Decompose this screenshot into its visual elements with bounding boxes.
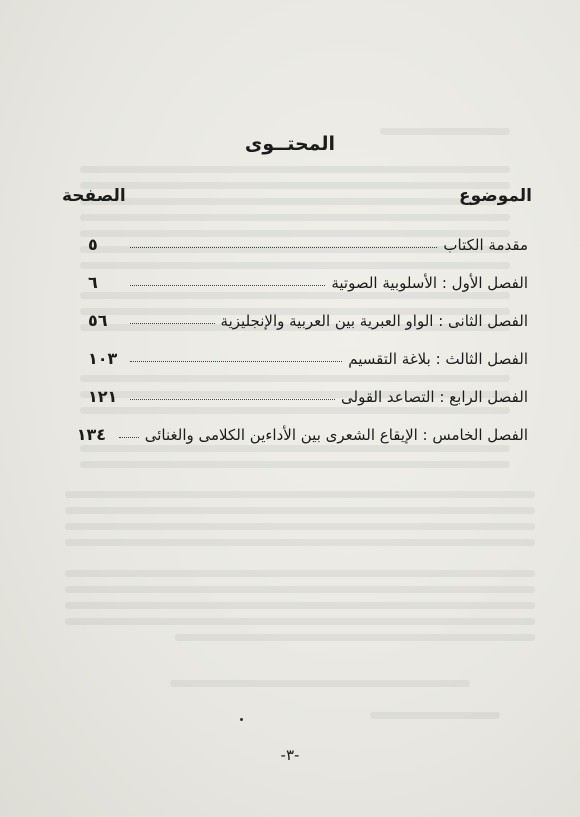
- toc-entry-label: الفصل الرابع : التصاعد القولى: [341, 388, 528, 406]
- toc-entry-page: ٥٦: [88, 311, 108, 330]
- ink-speck: [240, 718, 243, 721]
- toc-entry: [88, 256, 528, 294]
- toc-header: [62, 186, 532, 208]
- toc-entry-label: الفصل الثانى : الواو العبرية بين العربية والإنجليزية: [220, 312, 528, 330]
- page-title: المحتــوى: [244, 133, 336, 155]
- leader-dots: [130, 247, 437, 248]
- show-through: [170, 680, 470, 687]
- show-through: [80, 166, 510, 173]
- show-through: [80, 445, 510, 452]
- show-through: [65, 539, 535, 546]
- toc-entry-page: ١٠٣: [88, 349, 118, 368]
- toc-entry: [88, 218, 528, 256]
- show-through: [80, 461, 510, 468]
- show-through: [65, 570, 535, 577]
- column-header-page: الصفحة: [62, 186, 126, 206]
- toc-entry-page: ٦: [88, 273, 98, 292]
- show-through: [65, 618, 535, 625]
- toc-entry: [88, 332, 528, 370]
- leader-dots: [130, 323, 215, 324]
- leader-dots: [130, 399, 335, 400]
- toc-entry: [88, 294, 528, 332]
- show-through: [175, 634, 535, 641]
- show-through: [65, 602, 535, 609]
- toc-entry: [88, 370, 528, 408]
- show-through: [65, 507, 535, 514]
- toc-entry-label: مقدمة الكتاب: [443, 236, 528, 254]
- toc-entry-page: ٥: [88, 235, 98, 254]
- column-header-topic: الموضوع: [459, 186, 532, 206]
- toc-entry-label: الفصل الثالث : بلاغة التقسيم: [348, 350, 528, 368]
- toc-entry-label: الفصل الأول : الأسلوبية الصوتية: [331, 274, 528, 292]
- leader-dots: [119, 437, 139, 438]
- toc-entry: [76, 408, 528, 446]
- show-through: [370, 712, 500, 719]
- show-through: [65, 491, 535, 498]
- toc-entry-page: ١٢١: [88, 387, 118, 406]
- toc-entry-page: ١٣٤: [76, 425, 107, 444]
- show-through: [65, 586, 535, 593]
- table-of-contents: [76, 218, 528, 446]
- toc-entry-label: الفصل الخامس : الإيقاع الشعرى بين الأداءين الكلامى والغنائى: [144, 426, 528, 444]
- leader-dots: [130, 361, 342, 362]
- show-through: [65, 523, 535, 530]
- page-number: -٣-: [280, 746, 300, 764]
- leader-dots: [130, 285, 325, 286]
